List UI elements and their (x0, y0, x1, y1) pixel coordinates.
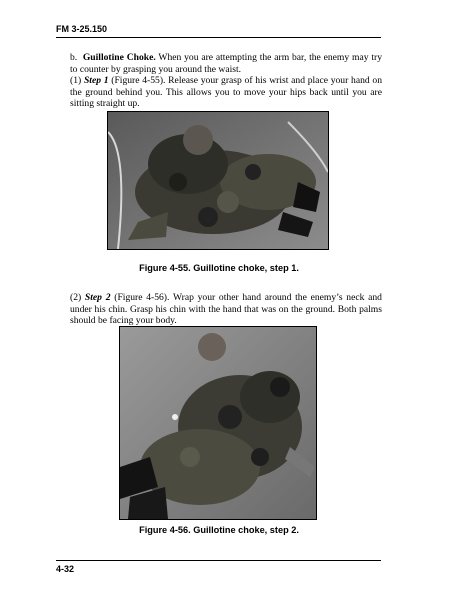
paragraph-guillotine-intro (56, 52, 382, 110)
figure-4-55-caption: Figure 4-55. Guillotine choke, step 1. (139, 263, 299, 273)
para-b-title: Guillotine Choke. (82, 52, 156, 63)
step-1-text: (Figure 4-55). Release your grasp of his wrist and place your hand on the ground behind you. This allows you to move your hips back until you are sitting straight up. (70, 75, 382, 109)
para-b (56, 52, 382, 75)
figure-4-55-image (108, 112, 328, 249)
step-2 (56, 292, 382, 327)
step-1-number: (1) (70, 75, 82, 86)
figure-4-56-image (120, 327, 316, 519)
step-2-text: (Figure 4-56). Wrap your other hand around the enemy’s neck and under his chin. Grasp his chin with the hand that was on the ground. Both palms should be facing your body. (70, 292, 382, 326)
page-number: 4-32 (56, 564, 75, 574)
footer-rule (56, 560, 381, 561)
header-rule (56, 37, 381, 38)
paragraph-step-2 (56, 292, 382, 327)
step-2-number: (2) (70, 292, 82, 303)
figure-4-56-photo (119, 326, 317, 520)
figure-4-55-photo (107, 111, 329, 250)
figure-4-56-caption: Figure 4-56. Guillotine choke, step 2. (139, 525, 299, 535)
para-b-text: When you are attempting the arm bar, the enemy may try to counter by grasping you around the waist. (70, 52, 382, 75)
step-2-label: Step 2 (84, 292, 111, 303)
manual-id: FM 3-25.150 (56, 24, 108, 34)
step-1-label: Step 1 (83, 75, 109, 86)
para-b-label: b. (70, 52, 78, 63)
step-1 (56, 75, 382, 110)
